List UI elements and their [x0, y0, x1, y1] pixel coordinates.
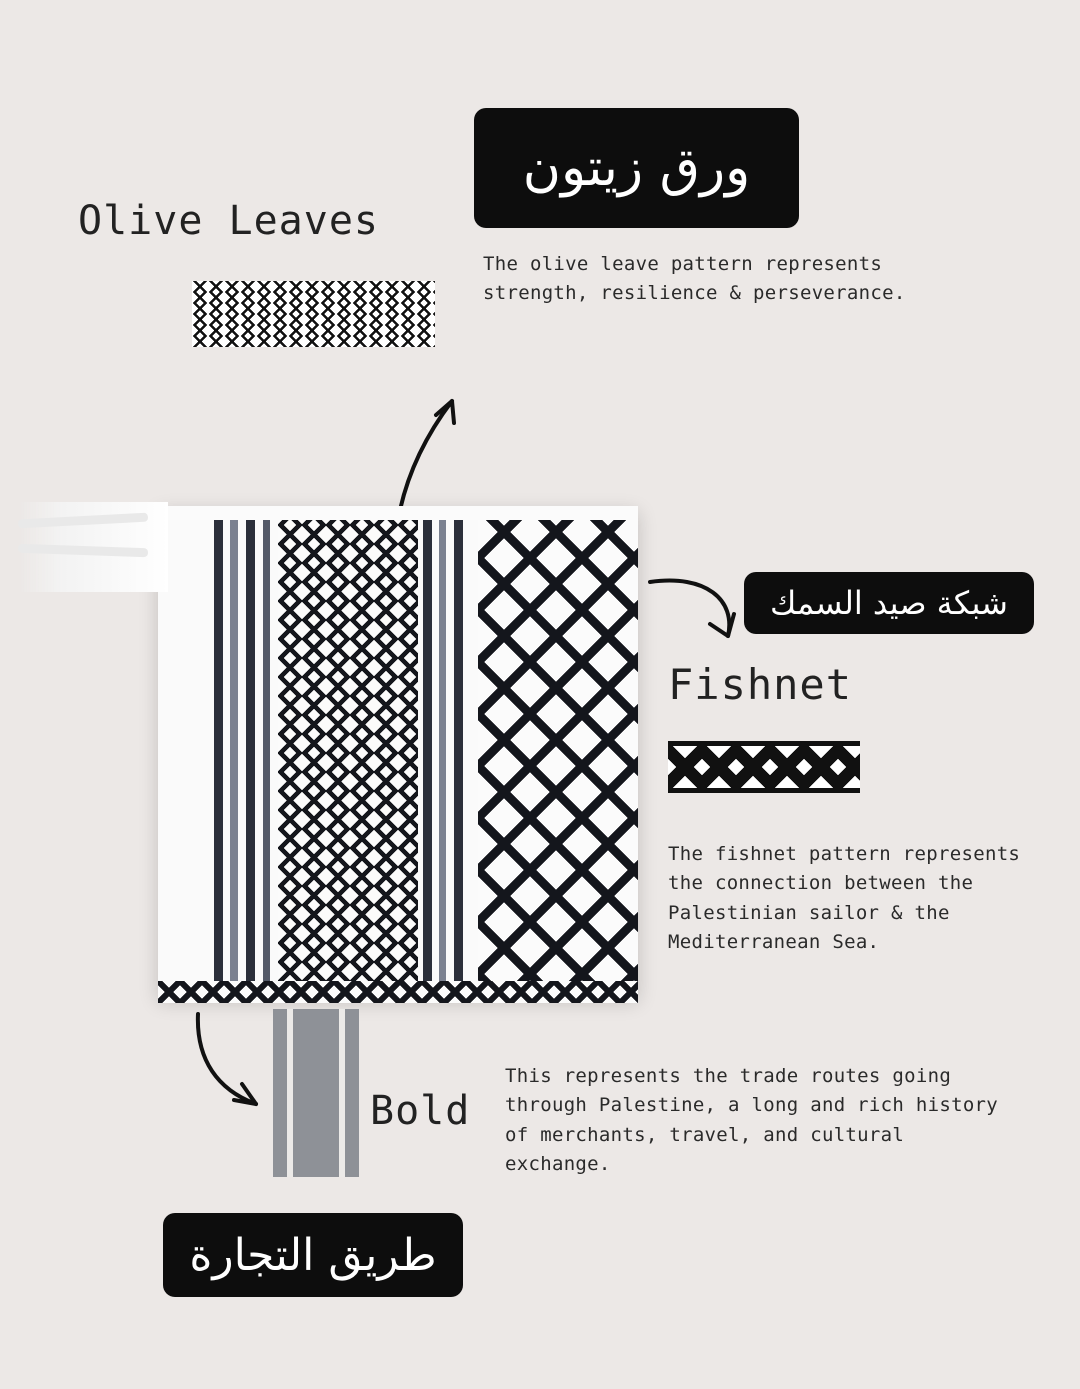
arrow-to-olive-leaves	[390, 385, 470, 515]
fishnet-arabic-tag: شبكة صيد السمك	[744, 572, 1034, 634]
arrow-to-fishnet	[636, 566, 746, 656]
bold-stripes-swatch	[273, 1009, 365, 1177]
olive-leaves-english-label: Olive Leaves	[78, 198, 379, 244]
olive-leaves-pattern-swatch	[192, 281, 435, 347]
fishnet-swatch-net	[668, 741, 860, 793]
olive-swatch-row	[192, 336, 435, 347]
keffiyeh-olive-leaf-field	[278, 506, 418, 996]
olive-swatch-row	[192, 303, 435, 314]
keffiyeh-left-stripes	[208, 506, 278, 996]
bold-arabic-tag: طريق التجارة	[163, 1213, 463, 1297]
olive-leaves-description: The olive leave pattern represents strength, resilience & perseverance.	[483, 253, 906, 305]
keffiyeh-top-band	[158, 506, 638, 520]
keffiyeh-right-stripes	[418, 506, 478, 996]
olive-swatch-row	[192, 325, 435, 336]
olive-swatch-row	[192, 292, 435, 303]
keffiyeh-bottom-band	[158, 981, 638, 1003]
fishnet-pattern-swatch	[668, 741, 860, 793]
olive-swatch-row	[192, 281, 435, 292]
keffiyeh-photo	[18, 498, 638, 1003]
arrow-to-bold-stripes	[190, 1008, 280, 1118]
fishnet-description: The fishnet pattern represents the connection between the Palestinian sailor & the Mediterranean Sea.	[668, 843, 1021, 954]
fishnet-swatch-bottom-edge	[668, 788, 860, 793]
olive-leaves-arabic-tag: ورق زيتون	[474, 108, 799, 228]
keffiyeh-fishnet-field	[478, 506, 638, 996]
fishnet-english-label: Fishnet	[668, 660, 853, 709]
olive-swatch-row	[192, 314, 435, 325]
bold-english-label: Bold	[370, 1088, 471, 1134]
fishnet-swatch-top-edge	[668, 741, 860, 746]
bold-description: This represents the trade routes going through Palestine, a long and rich history of merchants, travel, and cultural exchange.	[505, 1065, 999, 1176]
keffiyeh-fringe	[18, 502, 168, 592]
